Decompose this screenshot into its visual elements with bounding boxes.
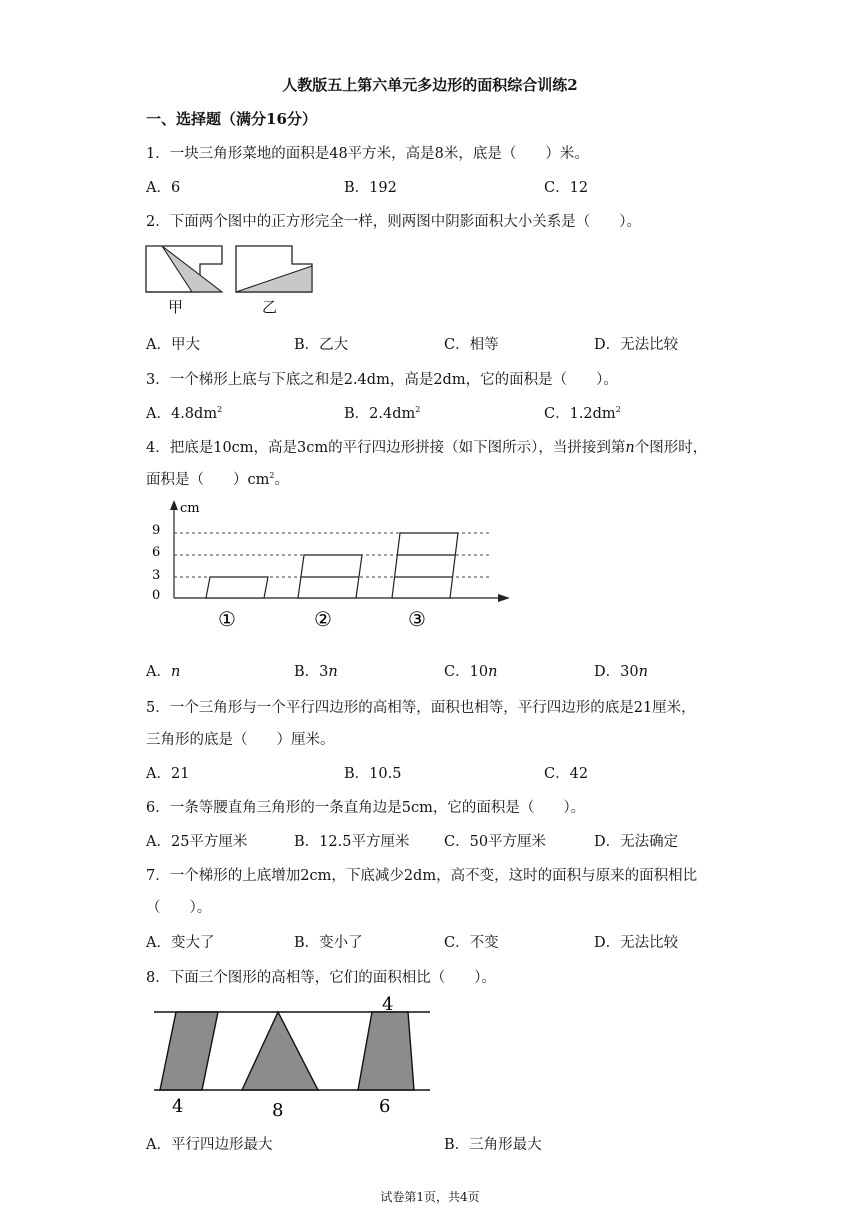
q2-option-a: A．甲大 — [146, 337, 200, 353]
q4-option-a: A．n — [146, 664, 181, 680]
page-title: 人教版五上第六单元多边形的面积综合训练2 — [282, 76, 578, 94]
question-4-text-line2: 面积是（ ）$cm^2$。 — [146, 471, 289, 488]
ytick-3: 3 — [152, 568, 161, 583]
page-footer: 试卷第1页，共4页 — [380, 1190, 480, 1204]
q6-option-a: A．25平方厘米 — [146, 834, 248, 850]
q1-option-b: B．192 — [344, 180, 397, 196]
question-5-text-line2: 三角形的底是（ ）厘米。 — [146, 732, 335, 748]
q7-option-b: B．变小了 — [294, 935, 363, 951]
q4-option-c: C．10n — [444, 664, 498, 680]
q5-option-a: A．21 — [146, 766, 190, 782]
label-yi: 乙 — [262, 298, 278, 316]
q8-parallelogram — [160, 1012, 218, 1090]
shape-label-1: ① — [218, 607, 236, 631]
figure-yi — [236, 246, 312, 292]
q4-option-d: D．30n — [594, 664, 648, 680]
q1-option-a: A．6 — [146, 180, 181, 196]
question-5-text-line1: 5．一个三角形与一个平行四边形的高相等，面积也相等，平行四边形的底是21厘米， — [146, 700, 696, 716]
question-6-text: 6．一条等腰直角三角形的一条直角边是5cm，它的面积是（ ）。 — [146, 800, 586, 816]
q8-option-a: A．平行四边形最大 — [146, 1137, 273, 1153]
question-4-text-line1: 4．把底是10cm，高是3cm的平行四边形拼接（如下图所示），当拼接到第n个图形时， — [146, 440, 708, 456]
q3-option-c: C．$1.2dm^2$ — [544, 405, 621, 422]
question-2-text: 2．下面两个图中的正方形完全一样，则两图中阴影面积大小关系是（ ）。 — [146, 214, 641, 230]
ytick-0: 0 — [152, 588, 161, 603]
parallelogram-3 — [392, 533, 458, 598]
question-3-text: 3．一个梯形上底与下底之和是2.4dm，高是2dm，它的面积是（ ）。 — [146, 372, 618, 388]
q3-option-a: A．$4.8dm^2$ — [146, 405, 223, 422]
figure-jia — [146, 246, 222, 292]
q7-option-a: A．变大了 — [146, 935, 215, 951]
ytick-9: 9 — [152, 523, 161, 538]
q8-option-b: B．三角形最大 — [444, 1137, 542, 1153]
q8-bottom-label-trapezoid: 6 — [379, 1096, 391, 1117]
q7-option-c: C．不变 — [444, 935, 499, 951]
q1-option-c: C．12 — [544, 180, 589, 196]
q8-bottom-label-triangle: 8 — [272, 1100, 284, 1121]
q8-figure — [150, 990, 440, 1120]
q6-option-c: C．50平方厘米 — [444, 834, 547, 850]
q5-option-b: B．10.5 — [344, 766, 402, 782]
q6-option-d: D．无法确定 — [594, 834, 679, 850]
q8-triangle — [242, 1012, 318, 1090]
q7-option-d: D．无法比较 — [594, 935, 679, 951]
q6-option-b: B．12.5平方厘米 — [294, 834, 410, 850]
parallelogram-1 — [206, 577, 268, 598]
q8-bottom-label-parallelogram: 4 — [172, 1096, 184, 1117]
question-8-text: 8．下面三个图形的高相等，它们的面积相比（ ）。 — [146, 970, 496, 986]
question-7-text-line1: 7．一个梯形的上底增加2cm，下底减少2dm，高不变，这时的面积与原来的面积相比 — [146, 868, 698, 884]
shape-label-3: ③ — [408, 607, 426, 631]
question-7-text-line2: （ ）。 — [146, 900, 212, 916]
q3-option-b: B．$2.4dm^2$ — [344, 405, 421, 422]
axis-unit-label: cm — [180, 501, 200, 516]
q2-option-d: D．无法比较 — [594, 337, 679, 353]
q2-option-c: C．相等 — [444, 337, 499, 353]
ytick-6: 6 — [152, 545, 161, 560]
section-heading: 一、选择题（满分16分） — [146, 110, 317, 128]
q8-trapezoid — [358, 1012, 414, 1090]
q5-option-c: C．42 — [544, 766, 589, 782]
shape-label-2: ② — [314, 607, 332, 631]
question-1-text: 1．一块三角形菜地的面积是48平方米，高是8米，底是（ ）米。 — [146, 146, 589, 162]
q4-figure — [140, 496, 520, 632]
q4-option-b: B．3n — [294, 664, 338, 680]
label-jia: 甲 — [168, 298, 184, 316]
q2-option-b: B．乙大 — [294, 337, 349, 353]
q8-top-label: 4 — [382, 994, 394, 1015]
